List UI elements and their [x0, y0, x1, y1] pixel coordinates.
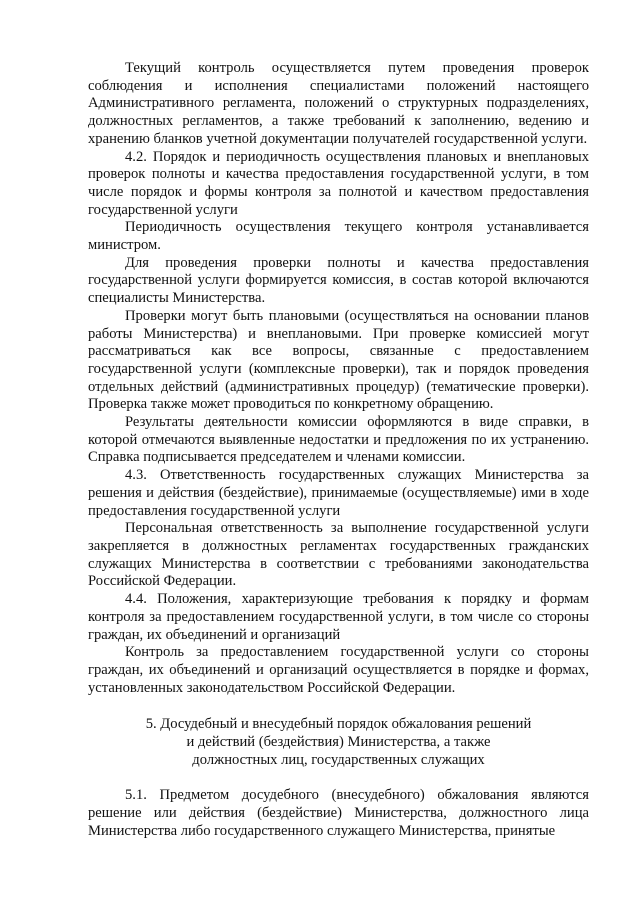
- section-5-heading-line: должностных лиц, государственных служащих: [192, 751, 485, 768]
- paragraph-periodicity: Периодичность осуществления текущего контроля устанавливается министром.: [88, 219, 589, 254]
- section-5-heading-line: и действий (бездействия) Министерства, а также: [186, 734, 491, 751]
- paragraph-results: Результаты деятельности комиссии оформляются в виде справки, в которой отмечаются выявленные недостатки и предложения по их устранению. Справка подписывается председателем и членами комиссии.: [88, 414, 589, 466]
- document-body: [88, 60, 589, 841]
- paragraph-5-1: 5.1. Предметом досудебного (внесудебного) обжалования являются решение или действия (бездействие) Министерства, должностного лица Министерства либо государственного служащего Министерства, принятые: [88, 787, 589, 839]
- paragraph-commission: Для проведения проверки полноты и качества предоставления государственной услуги формируется комиссия, в состав которой включаются специалисты Министерства.: [88, 254, 589, 307]
- paragraph-personal-responsibility: Персональная ответственность за выполнение государственной услуги закрепляется в должностных регламентах государственных гражданских служащих Министерства в соответствии с требованиями законодательства Российской Федерации.: [88, 520, 589, 590]
- section-5-heading-line: 5. Досудебный и внесудебный порядок обжалования решений: [145, 716, 532, 733]
- paragraph-citizen-control: Контроль за предоставлением государственной услуги со стороны граждан, их объединений и организаций осуществляется в порядке и формах, установленных законодательством Российской Федерации.: [88, 644, 589, 696]
- section-5-heading: [88, 716, 589, 769]
- paragraph-inspections: Проверки могут быть плановыми (осуществляться на основании планов работы Министерства) и внеплановыми. При проверке комиссией могут рассматриваться как все вопросы, связанные с предоставлением государственной услуги (комплексные проверки), так и порядок проведения отдельных действий (административных процедур) (тематические проверки). Проверка также может проводиться по конкретному обращению.: [88, 307, 589, 413]
- paragraph-4-4-title: 4.4. Положения, характеризующие требования к порядку и формам контроля за предоставлением государственной услуги, в том числе со стороны граждан, их объединений и организаций: [88, 591, 589, 643]
- paragraph-4-3-title: 4.3. Ответственность государственных служащих Министерства за решения и действия (бездействие), принимаемые (осуществляемые) ими в ходе предоставления государственной услуги: [88, 467, 589, 519]
- paragraph-current-control: Текущий контроль осуществляется путем проведения проверок соблюдения и исполнения специалистами положений настоящего Административного регламента, положений о структурных подразделениях, должностных регламентов, а также требований к заполнению, ведению и хранению бланков учетной документации получателей государственной услуги.: [88, 60, 589, 147]
- paragraph-4-2-title: 4.2. Порядок и периодичность осуществления плановых и внеплановых проверок полноты и качества предоставления государственной услуги, в том числе порядок и формы контроля за полнотой и качеством предоставления государственной услуги: [88, 148, 589, 218]
